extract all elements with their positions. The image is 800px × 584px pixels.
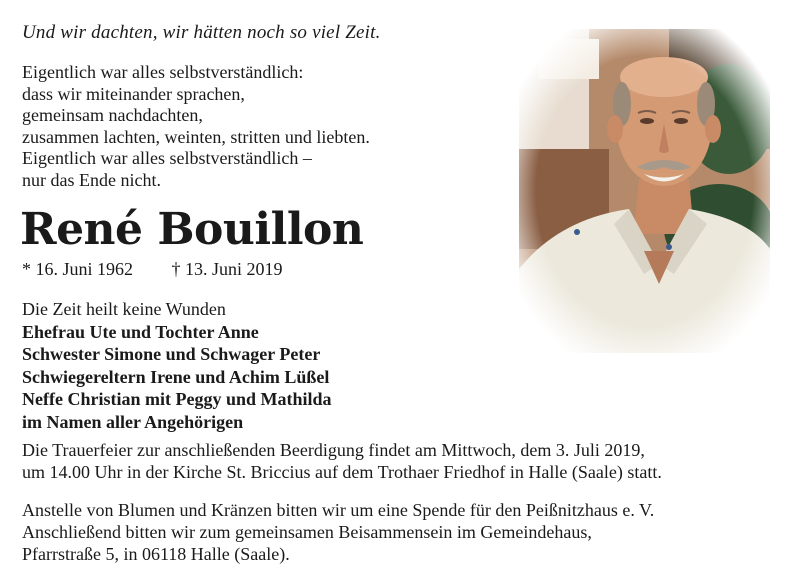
donation-line: Anstelle von Blumen und Kränzen bitten wir um eine Spende für den Peißnitzhaus e. V. bbox=[22, 500, 655, 520]
mourners-intro: Die Zeit heilt keine Wunden bbox=[22, 299, 226, 319]
funeral-line: Die Trauerfeier zur anschließenden Beerdigung findet am Mittwoch, dem 3. Juli 2019, bbox=[22, 440, 645, 460]
funeral-notice bbox=[22, 439, 782, 483]
mourner-line: Schwester Simone und Schwager Peter bbox=[22, 344, 321, 364]
mourner-line: Neffe Christian mit Peggy und Mathilda bbox=[22, 389, 332, 409]
death-date: † 13. Juni 2019 bbox=[171, 259, 283, 279]
mourner-line: Schwiegereltern Irene und Achim Lüßel bbox=[22, 366, 330, 387]
portrait-photo bbox=[519, 29, 770, 353]
poem-line: Eigentlich war alles selbstverständlich: bbox=[22, 62, 304, 82]
mourner-line: Ehefrau Ute und Tochter Anne bbox=[22, 321, 259, 342]
portrait-illustration bbox=[519, 29, 770, 353]
birth-date: * 16. Juni 1962 bbox=[22, 259, 134, 279]
donation-notice bbox=[22, 499, 782, 565]
poem-line: zusammen lachten, weinten, stritten und liebten. bbox=[22, 126, 370, 147]
funeral-line: um 14.00 Uhr in der Kirche St. Briccius auf dem Trothaer Friedhof in Halle (Saale) statt. bbox=[22, 462, 662, 482]
poem bbox=[22, 62, 492, 191]
poem-line: dass wir miteinander sprachen, bbox=[22, 83, 245, 104]
poem-line: gemeinsam nachdachten, bbox=[22, 105, 203, 125]
motto: Und wir dachten, wir hätten noch so viel Zeit. bbox=[22, 22, 381, 43]
mourner-line: im Namen aller Angehörigen bbox=[22, 411, 244, 432]
life-dates bbox=[22, 259, 283, 280]
mourners-block bbox=[22, 298, 332, 433]
poem-line: nur das Ende nicht. bbox=[22, 169, 161, 190]
donation-line: Anschließend bitten wir zum gemeinsamen Beisammensein im Gemeindehaus, bbox=[22, 522, 592, 542]
poem-line: Eigentlich war alles selbstverständlich – bbox=[22, 148, 312, 168]
donation-line: Pfarrstraße 5, in 06118 Halle (Saale). bbox=[22, 544, 290, 564]
deceased-name: René Bouillon bbox=[20, 204, 364, 255]
